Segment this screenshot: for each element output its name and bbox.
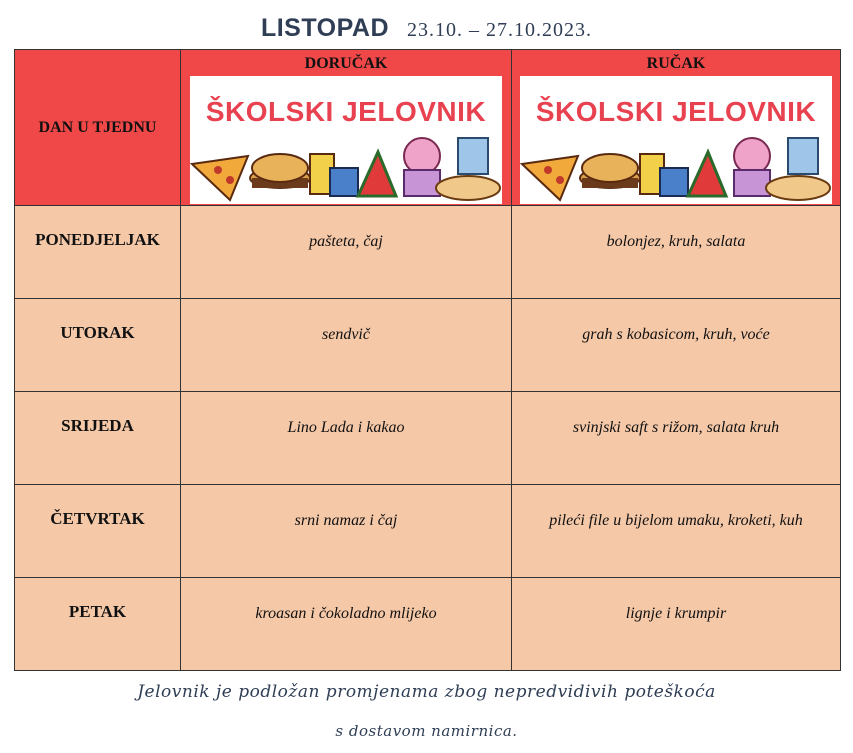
breakfast-item: srni namaz i čaj bbox=[181, 485, 512, 578]
banner-title: ŠKOLSKI JELOVNIK bbox=[205, 96, 487, 127]
breakfast-item: Lino Lada i kakao bbox=[181, 392, 512, 485]
disclaimer-line-1: Jelovnik je podložan promjenama zbog nepredvidivih poteškoća bbox=[137, 682, 716, 702]
menu-row-monday bbox=[15, 206, 841, 299]
day-name: PONEDJELJAK bbox=[15, 206, 181, 299]
breakfast-item: pašteta, čaj bbox=[181, 206, 512, 299]
day-name: UTORAK bbox=[15, 299, 181, 392]
header-row bbox=[15, 50, 841, 206]
month-title: LISTOPAD bbox=[260, 14, 390, 42]
day-name: SRIJEDA bbox=[15, 392, 181, 485]
food-illustration-icon bbox=[190, 134, 502, 204]
menu-row-thursday bbox=[15, 485, 841, 578]
page-title bbox=[0, 14, 853, 48]
lunch-item: lignje i krumpir bbox=[512, 578, 841, 671]
banner-title: ŠKOLSKI JELOVNIK bbox=[535, 96, 817, 127]
date-range: 23.10. – 27.10.2023. bbox=[407, 19, 593, 41]
menu-table bbox=[14, 49, 841, 671]
lunch-item: bolonjez, kruh, salata bbox=[512, 206, 841, 299]
lunch-item: svinjski saft s rižom, salata kruh bbox=[512, 392, 841, 485]
menu-row-wednesday bbox=[15, 392, 841, 485]
breakfast-heading: DORUČAK bbox=[304, 55, 388, 72]
school-menu-banner-image bbox=[190, 76, 502, 204]
menu-row-tuesday bbox=[15, 299, 841, 392]
school-menu-banner-image bbox=[520, 76, 832, 204]
food-illustration-icon bbox=[520, 134, 832, 204]
lunch-item: grah s kobasicom, kruh, voće bbox=[512, 299, 841, 392]
header-lunch-column bbox=[512, 50, 841, 206]
day-name: PETAK bbox=[15, 578, 181, 671]
header-breakfast-column bbox=[181, 50, 512, 206]
header-day-column: DAN U TJEDNU bbox=[15, 50, 181, 206]
disclaimer-line-2: s dostavom namirnica. bbox=[335, 722, 518, 740]
breakfast-item: kroasan i čokoladno mlijeko bbox=[181, 578, 512, 671]
breakfast-item: sendvič bbox=[181, 299, 512, 392]
lunch-item: pileći file u bijelom umaku, kroketi, kuh bbox=[512, 485, 841, 578]
day-name: ČETVRTAK bbox=[15, 485, 181, 578]
lunch-heading: RUČAK bbox=[646, 55, 706, 72]
menu-row-friday bbox=[15, 578, 841, 671]
